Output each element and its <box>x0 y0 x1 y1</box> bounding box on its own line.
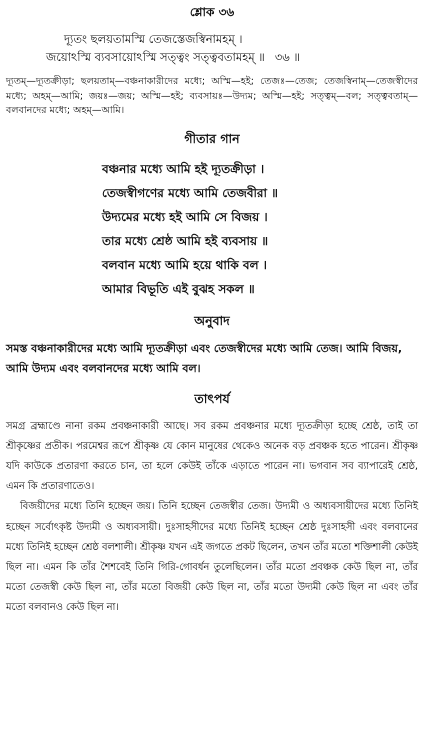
purport-body <box>6 417 418 619</box>
verse-line-1: দ্যূতং ছলয়তামস্মি তেজস্তেজস্বিনামহম্ । <box>64 32 243 46</box>
song-line: উদ্যমের মধ্যে হই আমি সে বিজয় । <box>102 209 268 224</box>
verse-title: শ্লোক ৩৬ <box>189 5 235 19</box>
translation-title: অনুবাদ <box>194 312 230 328</box>
purport-paragraph-1: সমগ্র ব্রহ্মাণ্ডে নানা রকম প্রবঞ্চনাকারী আছে। সব রকম প্রবঞ্চনার মধ্যে দ্যূতক্রীড়া হচ্ছে শ্রেষ্ঠ, তাই তা শ্রীকৃষ্ণের প্রতীক। পরমেশ্বর রূপে শ্রীকৃষ্ণ যে কোন মানুষের থেকেও অনেক বড় প্রবঞ্চক হতে পারেন। শ্রীকৃষ্ণ যদি কাউকে প্রতারণা করতে চান, তা হলে কেউই তাঁকে এড়াতে পারেন না। ভগবান সব ব্যাপারেই শ্রেষ্ঠ, এমন কি প্রতারণাতেও। <box>6 420 418 493</box>
song-line: তেজস্বীগণের মধ্যে আমি তেজবীরা ॥ <box>102 185 278 200</box>
purport-title: তাৎপর্য <box>194 390 230 406</box>
song-line: আমার বিভূতি এই বুঝহ সকল ॥ <box>102 281 255 296</box>
verse-line-2 <box>6 48 418 66</box>
song-line: বলবান মধ্যে আমি হয়ে থাকি বল । <box>102 257 267 272</box>
verse-line-2-text: জয়োঽস্মি ব্যবসায়োঽস্মি সত্ত্বং সত্ত্ববতামহম্ ॥ <box>46 50 265 64</box>
song-line: বঞ্চনার মধ্যে আমি হই দ্যূতক্রীড়া । <box>102 161 265 176</box>
verse-number: ৩৬ ॥ <box>274 50 300 64</box>
song-title: গীতার গান <box>184 130 240 146</box>
purport-paragraph-2: বিজয়ীদের মধ্যে তিনি হচ্ছেন জয়। তিনি হচ্ছেন তেজস্বীর তেজ। উদ্যমী ও অধ্যবসায়ীদের মধ্যে তিনিই হচ্ছেন সর্বোৎকৃষ্ট উদ্যমী ও অধ্যবসায়ী। দুঃসাহসীদের মধ্যে তিনিই হচ্ছেন শ্রেষ্ঠ দুঃসাহসী এবং বলবানের মধ্যে তিনিই হচ্ছেন শ্রেষ্ঠ বলশালী। শ্রীকৃষ্ণ যখন এই জগতে প্রকট ছিলেন, তখন তাঁর মতো শক্তিশালী কেউই ছিল না। এমন কি তাঁর শৈশবেই তিনি গিরি-গোবর্ধন তুলেছিলেন। তাঁর মতো প্রবঞ্চক কেউ ছিল না, তাঁর মতো তেজস্বী কেউ ছিল না, তাঁর মতো বিজয়ী কেউ ছিল না, তাঁর মতো উদ্যমী কেউ ছিল না এবং তাঁর মতো বলবানও কেউ ছিল না। <box>6 501 418 614</box>
song-line: তার মধ্যে শ্রেষ্ঠ আমি হই ব্যবসায় ॥ <box>102 233 268 248</box>
song-block <box>6 157 418 301</box>
translation-text: সমস্ত বঞ্চনাকারীদের মধ্যে আমি দ্যূতক্রীড়া এবং তেজস্বীদের মধ্যে আমি তেজ। আমি বিজয়, আমি উদ্যম এবং বলবানদের মধ্যে আমি বল। <box>6 341 403 375</box>
word-synonyms: দ্যূতম্—দ্যূতক্রীড়া; ছলয়তাম্—বঞ্চনাকারীদের মধ্যে; অস্মি—হই; তেজঃ—তেজ; তেজস্বিনাম্—তেজস্বীদের মধ্যে; অহম্—আমি; জয়ঃ—জয়; অস্মি—হই; ব্যবসায়ঃ—উদ্যম; অস্মি—হই; সত্ত্বম্—বল; সত্ত্ববতাম্—বলবানদের মধ্যে; অহম্—আমি। <box>6 76 418 116</box>
